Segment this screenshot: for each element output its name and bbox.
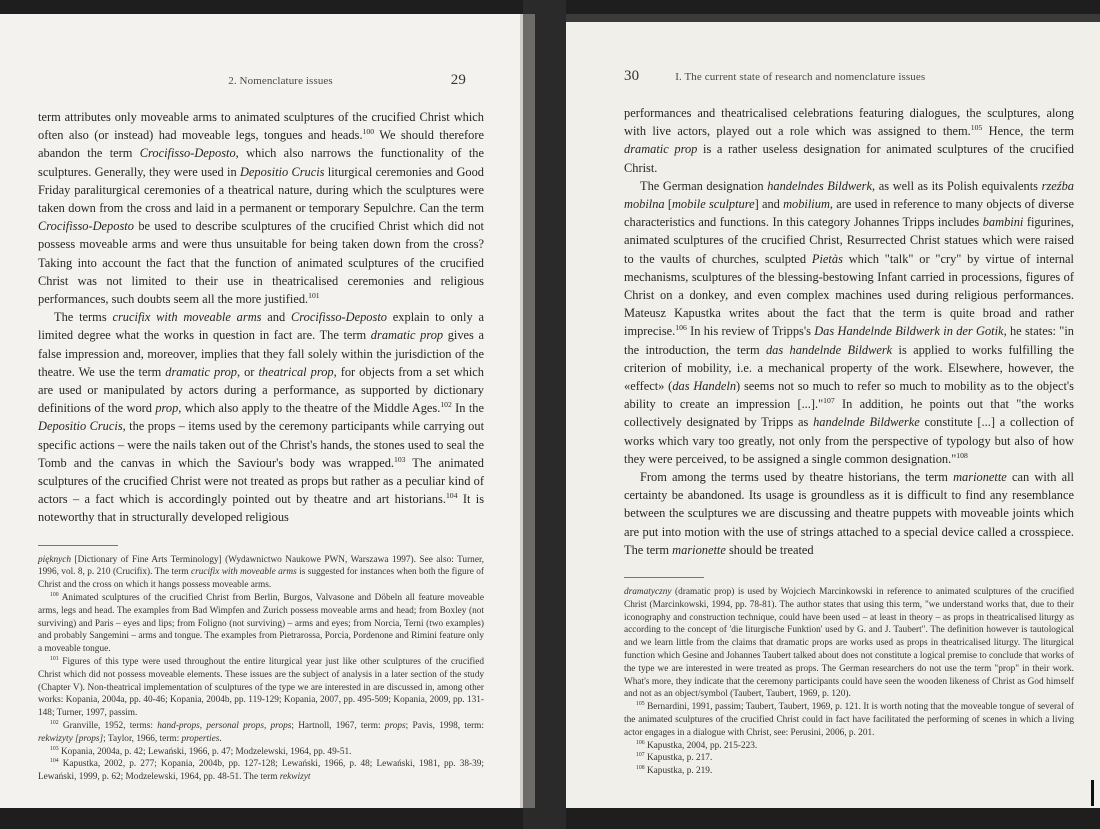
italic-term: rzeźba mobilna [624, 178, 1074, 212]
text-run: It is noteworthy that in structurally developed religious [38, 492, 485, 525]
text-run: , for objects from a set which are used or manipulated by actors during a performance, as supported by dictionary definitions of the word [38, 364, 484, 416]
italic-term: Das Handelnde Bildwerk in der Gotik [814, 324, 1004, 339]
text-run: term attributes only moveable arms to animated sculptures of the crucified Christ which often also (or instead) had moveable legs, tongues and heads. [38, 110, 484, 143]
right-footnotes [624, 586, 1074, 778]
text-run: be used to describe sculptures of the crucified Christ which did not possess moveable arms and were thus unsuitable for being taken down from the cross? Taking into account the fact that the function of animated sculptures of the crucified Christ was not limited to their use in theatricalised ceremonies and religious performances, such doubts seem all the more justified. [38, 219, 484, 307]
footnote-ref: 103 [394, 454, 406, 464]
footnote-ref: 108 [956, 450, 968, 460]
italic-term: rekwizyty [props] [38, 733, 104, 744]
italic-term: theatrical prop [258, 364, 334, 379]
right-footnote-rule [624, 577, 704, 578]
text-run: ; Taylor, 1966, term: [103, 733, 182, 744]
italic-term: dramatyczny [624, 587, 672, 598]
text-run: and [261, 310, 292, 325]
text-run: , or [236, 364, 259, 379]
italic-term: handelndes Bildwerk [767, 178, 873, 193]
footnote-106 [624, 740, 1074, 753]
italic-term: das Handeln [672, 379, 737, 394]
text-run: Granville, 1952, terms: [58, 721, 158, 732]
text-run: is applied to works fulfilling the criterion of mobility, i.e. a mechanical property of the work. Elsewhere, however, the «effect» ( [624, 342, 1074, 394]
text-run: can with all certainty be abandoned. Its usage is groundless as it is difficult to find any resemblance between the sculptures we are discussing and theatre puppets with moveable joints which are put into motion with the use of strings attached to a special device called a crosspiece. The term [624, 470, 1074, 557]
text-run: Kapustka, p. 219. [644, 766, 713, 777]
footnote-ref: 100 [50, 591, 59, 598]
italic-term: prop [155, 401, 179, 416]
text-run: Animated sculptures of the crucified Christ from Berlin, Burgos, Valvasone and Döbeln all feature moveable arms, legs and head. The examples from Bad Wimpfen and Zurich possess moveable arms and head; from Boxley (not surviving) and Paris – eyes and lips; from Foligno (not surviving) – arms and eyes; from Norcia, Terni (two examples) and probably Sangemini – arms and tongue. The examples from Pietrarossa, Porcia, Pordenone and Rimini feature only a moveable tongue. [38, 593, 484, 655]
text-run: Figures of this type were used throughout the entire liturgical year just like other sculptures of the crucified Christ which did not possess moveable elements. These issues are the subject of analysis in a later section of the study (Chapter V). Non-theatrical implementation of sculptures of the type we are interested in are discussed in, among other works: Kopania, 2004a, pp. 40-46; Kopania, 2004b, pp. 119-129; Kopania, 2007, pp. 495-509; Kopania, 2009, pp. 131-148; Turner, 1997, passim. [38, 657, 484, 719]
italic-term: rekwizyt [279, 772, 311, 783]
text-run: explain to only a limited degree what the works in question in fact are. The term [38, 310, 484, 343]
left-footnote-continued [38, 554, 484, 592]
text-run: is a rather useless designation for animated sculptures of the crucified Christ. [624, 142, 1074, 175]
footnote-ref: 101 [308, 290, 320, 300]
right-paragraph-3 [624, 468, 1074, 559]
footnote-ref: 105 [970, 123, 983, 133]
text-run: Kapustka, 2002, p. 277; Kopania, 2004b, pp. 127-128; Lewański, 1966, p. 48; Lewański, 1981, pp. 38-39; Lewański, 1999, p. 62; Modzelewski, 1964, pp. 48-51. The term [38, 759, 484, 783]
footnote-ref: 102 [50, 719, 59, 726]
italic-term: hand-props, personal props, props [157, 721, 292, 732]
footnote-ref: 108 [636, 765, 645, 772]
italic-term: Crocifisso-Deposto [139, 146, 236, 161]
text-run: The German designation [640, 178, 768, 193]
text-run: , the props – items used by the ceremony participants while carrying out specific actions – were the nails taken out of the Christ's hands, the stones used to seal the Tomb and the canvas in which the Saviour's body was wrapped. [38, 419, 485, 470]
footnote-ref: 105 [636, 701, 645, 708]
italic-term: pięknych [38, 554, 72, 565]
footnote-ref: 107 [823, 396, 835, 406]
scan-edge-mark [1091, 780, 1094, 806]
text-run: , as well as its Polish equivalents [872, 178, 1042, 193]
text-run: In the [451, 401, 484, 416]
left-footnote-rule [38, 545, 118, 546]
italic-term: properties [181, 733, 220, 744]
right-paragraph-2 [624, 177, 1074, 468]
text-run: gives a false impression and, moreover, implies that they fall solely within the jurisdiction of the theatre. We use the term [38, 328, 484, 379]
footnote-105 [624, 701, 1074, 739]
footnote-ref: 106 [675, 323, 687, 333]
italic-term: Crocifisso-Deposto [38, 219, 134, 234]
footnote-102 [38, 720, 484, 746]
gutter-shadow [523, 14, 535, 808]
text-run: Kopania, 2004a, p. 42; Lewański, 1966, p. 47; Modzelewski, 1964, pp. 49-51. [58, 746, 352, 757]
italic-term: marionette [953, 470, 1007, 485]
text-run: , are used in reference to many objects of diverse characteristics and functions. In this category Johannes Tripps includes [624, 197, 1074, 230]
footnote-ref: 100 [362, 127, 375, 137]
text-run: , he states: "in the introduction, the term [624, 324, 1074, 357]
text-run: From among the terms used by theatre historians, the term [640, 470, 954, 485]
right-body-text [624, 104, 1074, 559]
footnote-ref: 104 [50, 758, 59, 765]
italic-term: marionette [672, 542, 726, 557]
text-run: Kapustka, p. 217. [644, 753, 713, 764]
italic-term: dramatic prop [165, 364, 237, 379]
footnote-103 [38, 746, 484, 759]
left-page-header [38, 72, 484, 94]
text-run: In his review of Tripps's [686, 324, 815, 339]
right-page [566, 22, 1100, 808]
text-run: In addition, he points out that "the works collectively designated by Tripps as [624, 397, 1074, 430]
text-run: ) seems not so much to refer so much to mobility as to the object's ability to create an impression [...]." [624, 379, 1074, 412]
left-body-text [38, 108, 484, 527]
text-run: is suggested for instances when both the figure of Christ and the cross on which it hangs possess moveable arms. [38, 567, 484, 591]
text-run: , which also apply to the theatre of the Middle Ages. [178, 401, 441, 416]
right-page-number: 30 [624, 68, 640, 84]
text-run: ] and [754, 197, 784, 212]
text-run: performances and theatricalised celebrations featuring dialogues, the sculptures, along with live actors, played out a role which was assigned to them. [624, 106, 1074, 139]
footnote-101 [38, 656, 484, 720]
text-run: Kapustka, 2004, pp. 215-223. [644, 740, 758, 751]
italic-term: handelnde Bildwerke [813, 415, 920, 430]
italic-term: bambini [982, 215, 1024, 230]
text-run: The animated sculptures of the crucified Christ were not treated as props but rather as a peculiar kind of actors – a fact which is accordingly pointed out by theatre and art historians. [38, 455, 484, 507]
italic-term: mobile sculpture [671, 197, 755, 212]
italic-term: Depositio Crucis [239, 164, 325, 179]
italic-term: Depositio Crucis [38, 419, 123, 434]
italic-term: Pietàs [811, 251, 843, 266]
text-run: which "talk" or "cry" by virtue of internal mechanisms, sculptures of the blessing-bestowing Infant carried in processions, figures of Christ on a donkey, and even complex machines used during religious performances. Mateusz Kapustka writes about the fact that the term is quite broad and rather imprecise. [624, 251, 1074, 339]
italic-term: dramatic prop [370, 328, 444, 343]
italic-term: das handelnde Bildwerk [765, 342, 893, 357]
footnote-108 [624, 765, 1074, 778]
footnote-ref: 102 [440, 400, 452, 410]
footnote-100 [38, 592, 484, 656]
text-run: The terms [54, 310, 113, 325]
text-run: ; Hartnoll, 1967, term: [291, 721, 385, 732]
text-run: [Dictionary of Fine Arts Terminology] (Wydawnictwo Naukowe PWN, Warszawa 1997). See also: Turner, 1996, vol. 8, p. 210 (Crucifix). The term [38, 554, 484, 578]
footnote-104 [38, 758, 484, 784]
footnote-ref: 104 [445, 491, 458, 501]
left-paragraph-1 [38, 108, 484, 308]
text-run: [ [664, 197, 672, 212]
text-run: We should therefore abandon the term [38, 128, 484, 161]
text-run: ; Pavis, 1998, term: [405, 721, 484, 732]
text-run: liturgical ceremonies and Good Friday paraliturgical ceremonies of a theatrical nature, during which the sculptures were taken down from the cross and laid in a permanent or temporary Sepulchre. Can the term [38, 164, 484, 216]
text-run: Bernardini, 1991, passim; Taubert, Taubert, 1969, p. 121. It is worth noting that the moveable tongue of several of the animated sculptures of the crucified Christ could in fact have facilitated the performing of scenes in which a living actor engages in a dialogue with Christ, see: Perusini, 2006, p. 201. [624, 702, 1074, 738]
italic-term: props [384, 721, 406, 732]
italic-term: Crocifisso-Deposto [291, 310, 387, 325]
text-run: (dramatic prop) is used by Wojciech Marcinkowski in reference to animated sculptures of the crucified Christ (Marcinkowski, 1994, pp. 78-81). The author states that using this term, "we understand works that, due to their iconography and construction technique, could have been used – at least in theory – as props in theatricalised liturgy as according to the concept of 'die liturgische Funktion' used by G. and J. Taubert". The definition however is tautological and we learn little from the claims that dramatic props are works used as props in theatricalised liturgy. The liturgical function which Gesine and Johannes Taubert talked about does not constitute a logical premise to conclude that works of the type we are interested in were treated as props. The German researchers do not use the term "prop" in their work. What's more, they indicate that the ceremony participants could have seen the wooden likeness of Christ as God himself and not as an object/symbol (Taubert, Taubert, 1969, p. 120). [624, 587, 1074, 700]
right-running-head: I. The current state of research and nomenclature issues [675, 71, 926, 83]
footnote-ref: 103 [50, 745, 59, 752]
footnote-ref: 101 [50, 655, 59, 662]
left-running-head: 2. Nomenclature issues [228, 75, 333, 87]
footnote-107 [624, 752, 1074, 765]
left-page [0, 14, 523, 808]
text-run: constitute [...] a collection of works which vary too greatly, not only from the perspective of typology but also of how they were perceived, to be assigned a single common designation." [624, 415, 1074, 466]
right-footnote-continued [624, 586, 1074, 701]
left-footnotes [38, 554, 484, 784]
italic-term: crucifix with moveable arms [190, 567, 297, 578]
text-run: should be treated [725, 542, 814, 557]
right-paragraph-1 [624, 104, 1074, 177]
italic-term: mobilium [783, 197, 830, 212]
footnote-ref: 107 [636, 752, 645, 759]
text-run: Hence, the term [982, 124, 1074, 139]
left-page-number: 29 [450, 72, 466, 88]
right-page-header [624, 68, 1074, 90]
text-run: . [219, 733, 222, 744]
italic-term: crucifix with moveable arms [112, 310, 262, 325]
left-paragraph-2 [38, 308, 484, 526]
footnote-ref: 106 [636, 739, 645, 746]
italic-term: dramatic prop [624, 142, 698, 157]
text-run: , which also narrows the functionality of the sculptures. Generally, they were used in [38, 146, 484, 179]
text-run: figurines, animated sculptures of the crucified Christ, Resurrected Christ statues which were raised to the vaults of churches, sculpted [624, 215, 1074, 266]
